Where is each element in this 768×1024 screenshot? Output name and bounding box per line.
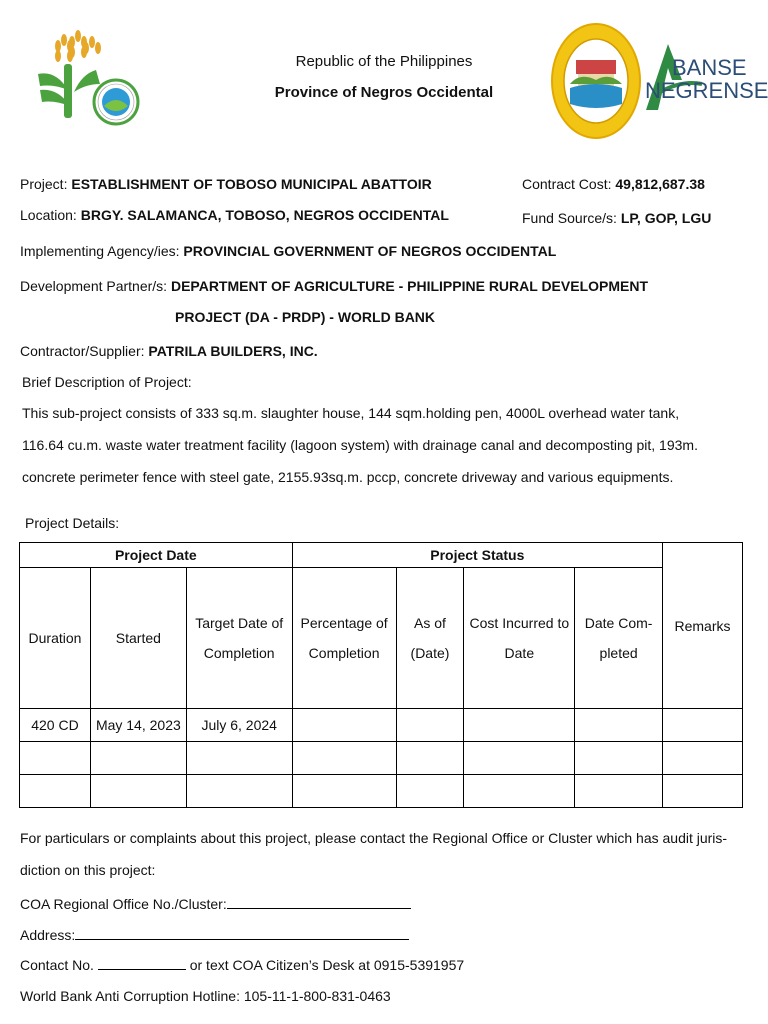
location-label: Location: [20, 207, 81, 223]
anti-corruption-hotline: World Bank Anti Corruption Hotline: 105-11-1-800-831-0463 [20, 988, 391, 1004]
table-column-header-row [20, 568, 743, 709]
cell-percentage [292, 742, 396, 775]
cell-target [186, 775, 292, 808]
cell-percentage [292, 709, 396, 742]
coa-regional-office-line [20, 896, 411, 912]
address-label: Address: [20, 927, 76, 943]
cell-started: May 14, 2023 [90, 709, 186, 742]
contractor-label: Contractor/Supplier: [20, 343, 149, 359]
contract-cost-line [522, 176, 705, 192]
as-of-header-l2: (Date) [410, 645, 450, 661]
cell-duration [20, 742, 91, 775]
contact-blank [98, 957, 186, 970]
table-row [20, 775, 743, 808]
contract-cost-label: Contract Cost: [522, 176, 616, 192]
republic-line: Republic of the Philippines [295, 53, 473, 70]
agency-label: Implementing Agency/ies: [20, 243, 184, 259]
partner-value-2: PROJECT (DA - PRDP) - WORLD BANK [175, 309, 436, 325]
cell-target [186, 742, 292, 775]
project-label: Project: [20, 176, 72, 192]
cost-incurred-header [464, 568, 575, 709]
abanse-line1: BANSE [672, 55, 747, 80]
brief-line-2: 116.64 cu.m. waste water treatment facility (lagoon system) with drainage canal and decomposting pit, 193m. [22, 437, 698, 453]
brief-description-label: Brief Description of Project: [22, 374, 192, 390]
contact-after: or text COA Citizen’s Desk at 0915-5391957 [185, 957, 465, 973]
fund-source-line [522, 210, 711, 226]
date-completed-header-l1: Date Com- [584, 615, 653, 631]
date-completed-header [575, 568, 663, 709]
cell-started [90, 775, 186, 808]
cost-incurred-header-l2: Date [504, 645, 535, 661]
cell-remarks [663, 742, 743, 775]
prdp-logo-icon [34, 30, 144, 126]
table-group-header-row [20, 543, 743, 568]
location-line [20, 207, 449, 223]
as-of-header-l1: As of [414, 615, 446, 631]
location-value: BRGY. SALAMANCA, TOBOSO, NEGROS OCCIDENTAL [80, 207, 449, 223]
province-line: Province of Negros Occidental [274, 84, 494, 101]
percentage-header-l2: Completion [308, 645, 380, 661]
duration-header: Duration [20, 568, 91, 709]
project-details-label: Project Details: [25, 515, 120, 531]
cell-as-of [396, 775, 464, 808]
brief-line-3: concrete perimeter fence with steel gate, 2155.93sq.m. pccp, concrete driveway and various equipments. [22, 469, 674, 485]
cell-date-completed [575, 742, 663, 775]
cell-date-completed [575, 709, 663, 742]
project-status-header: Project Status [292, 543, 662, 568]
cell-remarks [663, 775, 743, 808]
partner-value-1: DEPARTMENT OF AGRICULTURE - PHILIPPINE RURAL DEVELOPMENT [170, 278, 649, 294]
fund-source-label: Fund Source/s: [522, 210, 621, 226]
coa-regional-office-blank [227, 896, 411, 909]
particulars-line-2: diction on this project: [20, 862, 156, 878]
brief-line-1: This sub-project consists of 333 sq.m. slaughter house, 144 sqm.holding pen, 4000L overhead water tank, [22, 405, 680, 421]
coa-regional-office-label: COA Regional Office No./Cluster: [20, 896, 227, 912]
fund-source-value: LP, GOP, LGU [620, 210, 712, 226]
cell-duration: 420 CD [20, 709, 91, 742]
contractor-value: PATRILA BUILDERS, INC. [148, 343, 318, 359]
contact-line [20, 957, 464, 973]
contractor-line [20, 343, 318, 359]
target-date-header [186, 568, 292, 709]
abanse-line2: NEGRENSE [645, 78, 768, 103]
partner-line [20, 278, 648, 294]
contract-cost-value: 49,812,687.38 [615, 176, 705, 192]
cell-target: July 6, 2024 [186, 709, 292, 742]
cell-started [90, 742, 186, 775]
cell-duration [20, 775, 91, 808]
date-completed-header-l2: pleted [599, 645, 638, 661]
table-row [20, 709, 743, 742]
cell-date-completed [575, 775, 663, 808]
cell-cost [464, 742, 575, 775]
as-of-header [396, 568, 464, 709]
cell-as-of [396, 742, 464, 775]
brief-description [22, 397, 752, 493]
cell-cost [464, 709, 575, 742]
project-value: ESTABLISHMENT OF TOBOSO MUNICIPAL ABATTOIR [71, 176, 432, 192]
particulars-line-1: For particulars or complaints about this project, please contact the Regional Office or Cluster which has audit juris- [20, 830, 728, 846]
percentage-header [292, 568, 396, 709]
address-blank [75, 927, 409, 940]
cell-remarks [663, 709, 743, 742]
project-line [20, 176, 432, 192]
cost-incurred-header-l1: Cost Incurred to [469, 615, 570, 631]
cell-percentage [292, 775, 396, 808]
target-date-header-l1: Target Date of [195, 615, 284, 631]
contact-label: Contact No. [20, 957, 98, 973]
address-line [20, 927, 409, 943]
percentage-header-l1: Percentage of [300, 615, 388, 631]
agency-value: PROVINCIAL GOVERNMENT OF NEGROS OCCIDENTAL [183, 243, 557, 259]
cell-cost [464, 775, 575, 808]
partner-line-2 [175, 309, 435, 325]
target-date-header-l2: Completion [203, 645, 275, 661]
cell-as-of [396, 709, 464, 742]
table-row [20, 742, 743, 775]
project-details-table [19, 542, 743, 808]
negros-occidental-seal-icon [550, 22, 642, 140]
project-date-header: Project Date [20, 543, 293, 568]
started-header: Started [90, 568, 186, 709]
partner-label: Development Partner/s: [20, 278, 171, 294]
agency-line [20, 243, 556, 259]
remarks-header: Remarks [663, 543, 743, 709]
